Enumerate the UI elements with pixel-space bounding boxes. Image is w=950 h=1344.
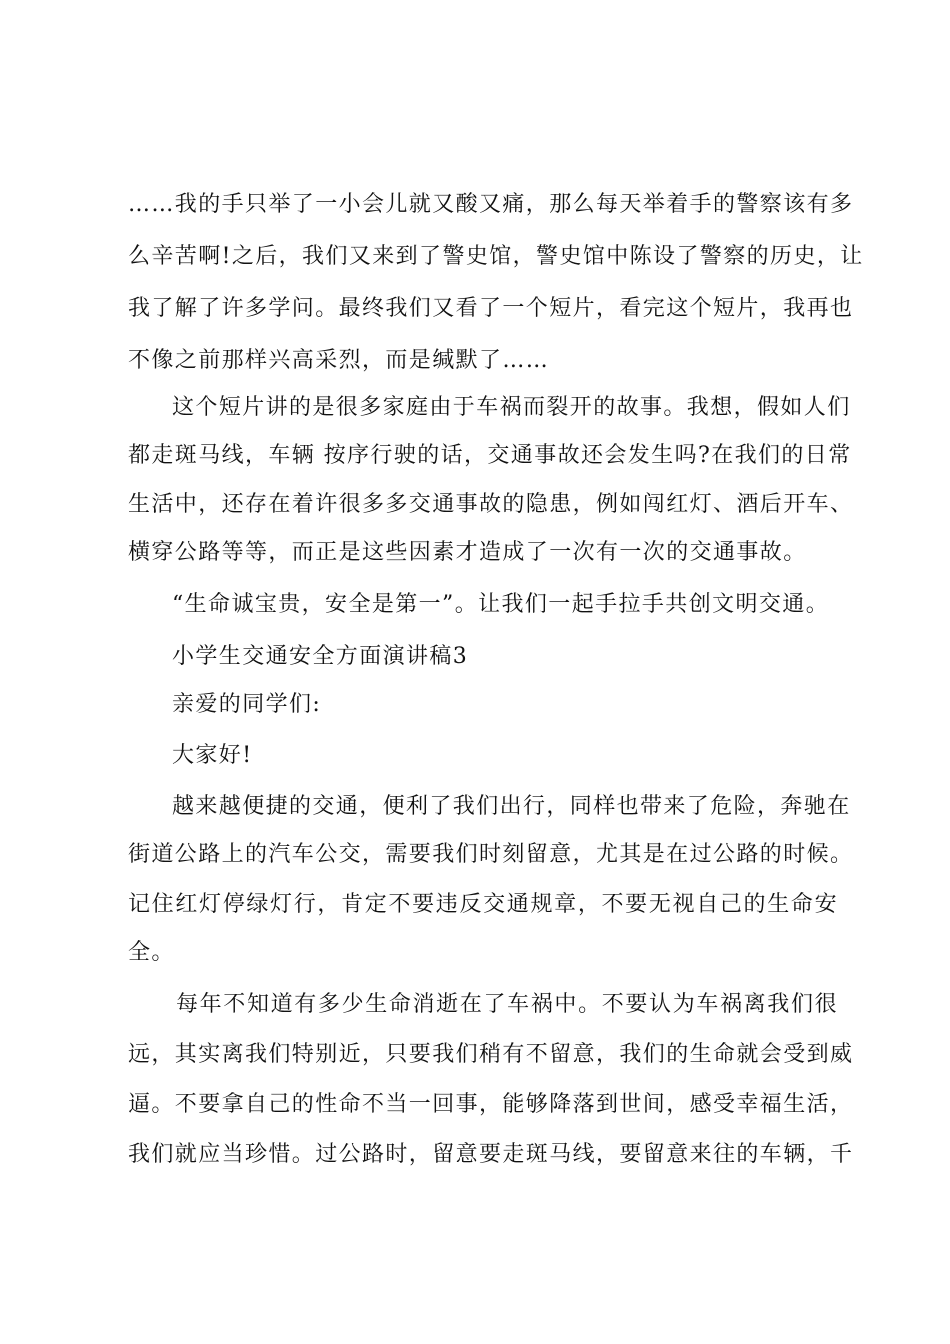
paragraph-line: 都走斑马线，车辆 按序行驶的话，交通事故还会发生吗?在我们的日常 [128, 443, 852, 468]
paragraph-line: 远，其实离我们特别近，只要我们稍有不留意，我们的生命就会受到威 [128, 1042, 854, 1067]
paragraph-line: ……我的手只举了一小会儿就又酸又痛，那么每天举着手的警察该有多 [128, 192, 854, 217]
paragraph-line: 记住红灯停绿灯行，肯定不要违反交通规章，不要无视自己的生命安 [128, 892, 838, 917]
greeting: 大家好! [172, 743, 253, 768]
paragraph-line: 街道公路上的汽车公交，需要我们时刻留意，尤其是在过公路的时候。 [128, 842, 854, 867]
paragraph-line: 么辛苦啊!之后，我们又来到了警史馆，警史馆中陈设了警察的历史，让 [128, 244, 864, 269]
salutation: 亲爱的同学们: [172, 692, 322, 717]
paragraph-line: 越来越便捷的交通，便利了我们出行，同样也带来了危险，奔驰在 [172, 794, 851, 819]
paragraph-line: 逼。不要拿自己的性命不当一回事，能够降落到世间，感受幸福生活， [128, 1092, 854, 1117]
paragraph-line: 全。 [128, 940, 175, 965]
paragraph-line: “生命诚宝贵，安全是第一”。让我们一起手拉手共创文明交通。 [172, 592, 830, 617]
section-heading: 小学生交通安全方面演讲稿3 [172, 644, 469, 669]
paragraph-line: 每年不知道有多少生命消逝在了车祸中。不要认为车祸离我们很 [176, 992, 838, 1017]
paragraph-line: 我了解了许多学问。最终我们又看了一个短片，看完这个短片，我再也 [128, 296, 854, 321]
paragraph-line: 生活中，还存在着许很多多交通事故的隐患，例如闯红灯、酒后开车、 [128, 492, 854, 517]
paragraph-line: 我们就应当珍惜。过公路时，留意要走斑马线，要留意来往的车辆，千 [128, 1142, 854, 1167]
paragraph-line: 横穿公路等等，而正是这些因素才造成了一次有一次的交通事故。 [128, 540, 807, 565]
paragraph-line: 不像之前那样兴高采烈，而是缄默了…… [128, 348, 550, 373]
paragraph-line: 这个短片讲的是很多家庭由于车祸而裂开的故事。我想，假如人们 [172, 395, 851, 420]
